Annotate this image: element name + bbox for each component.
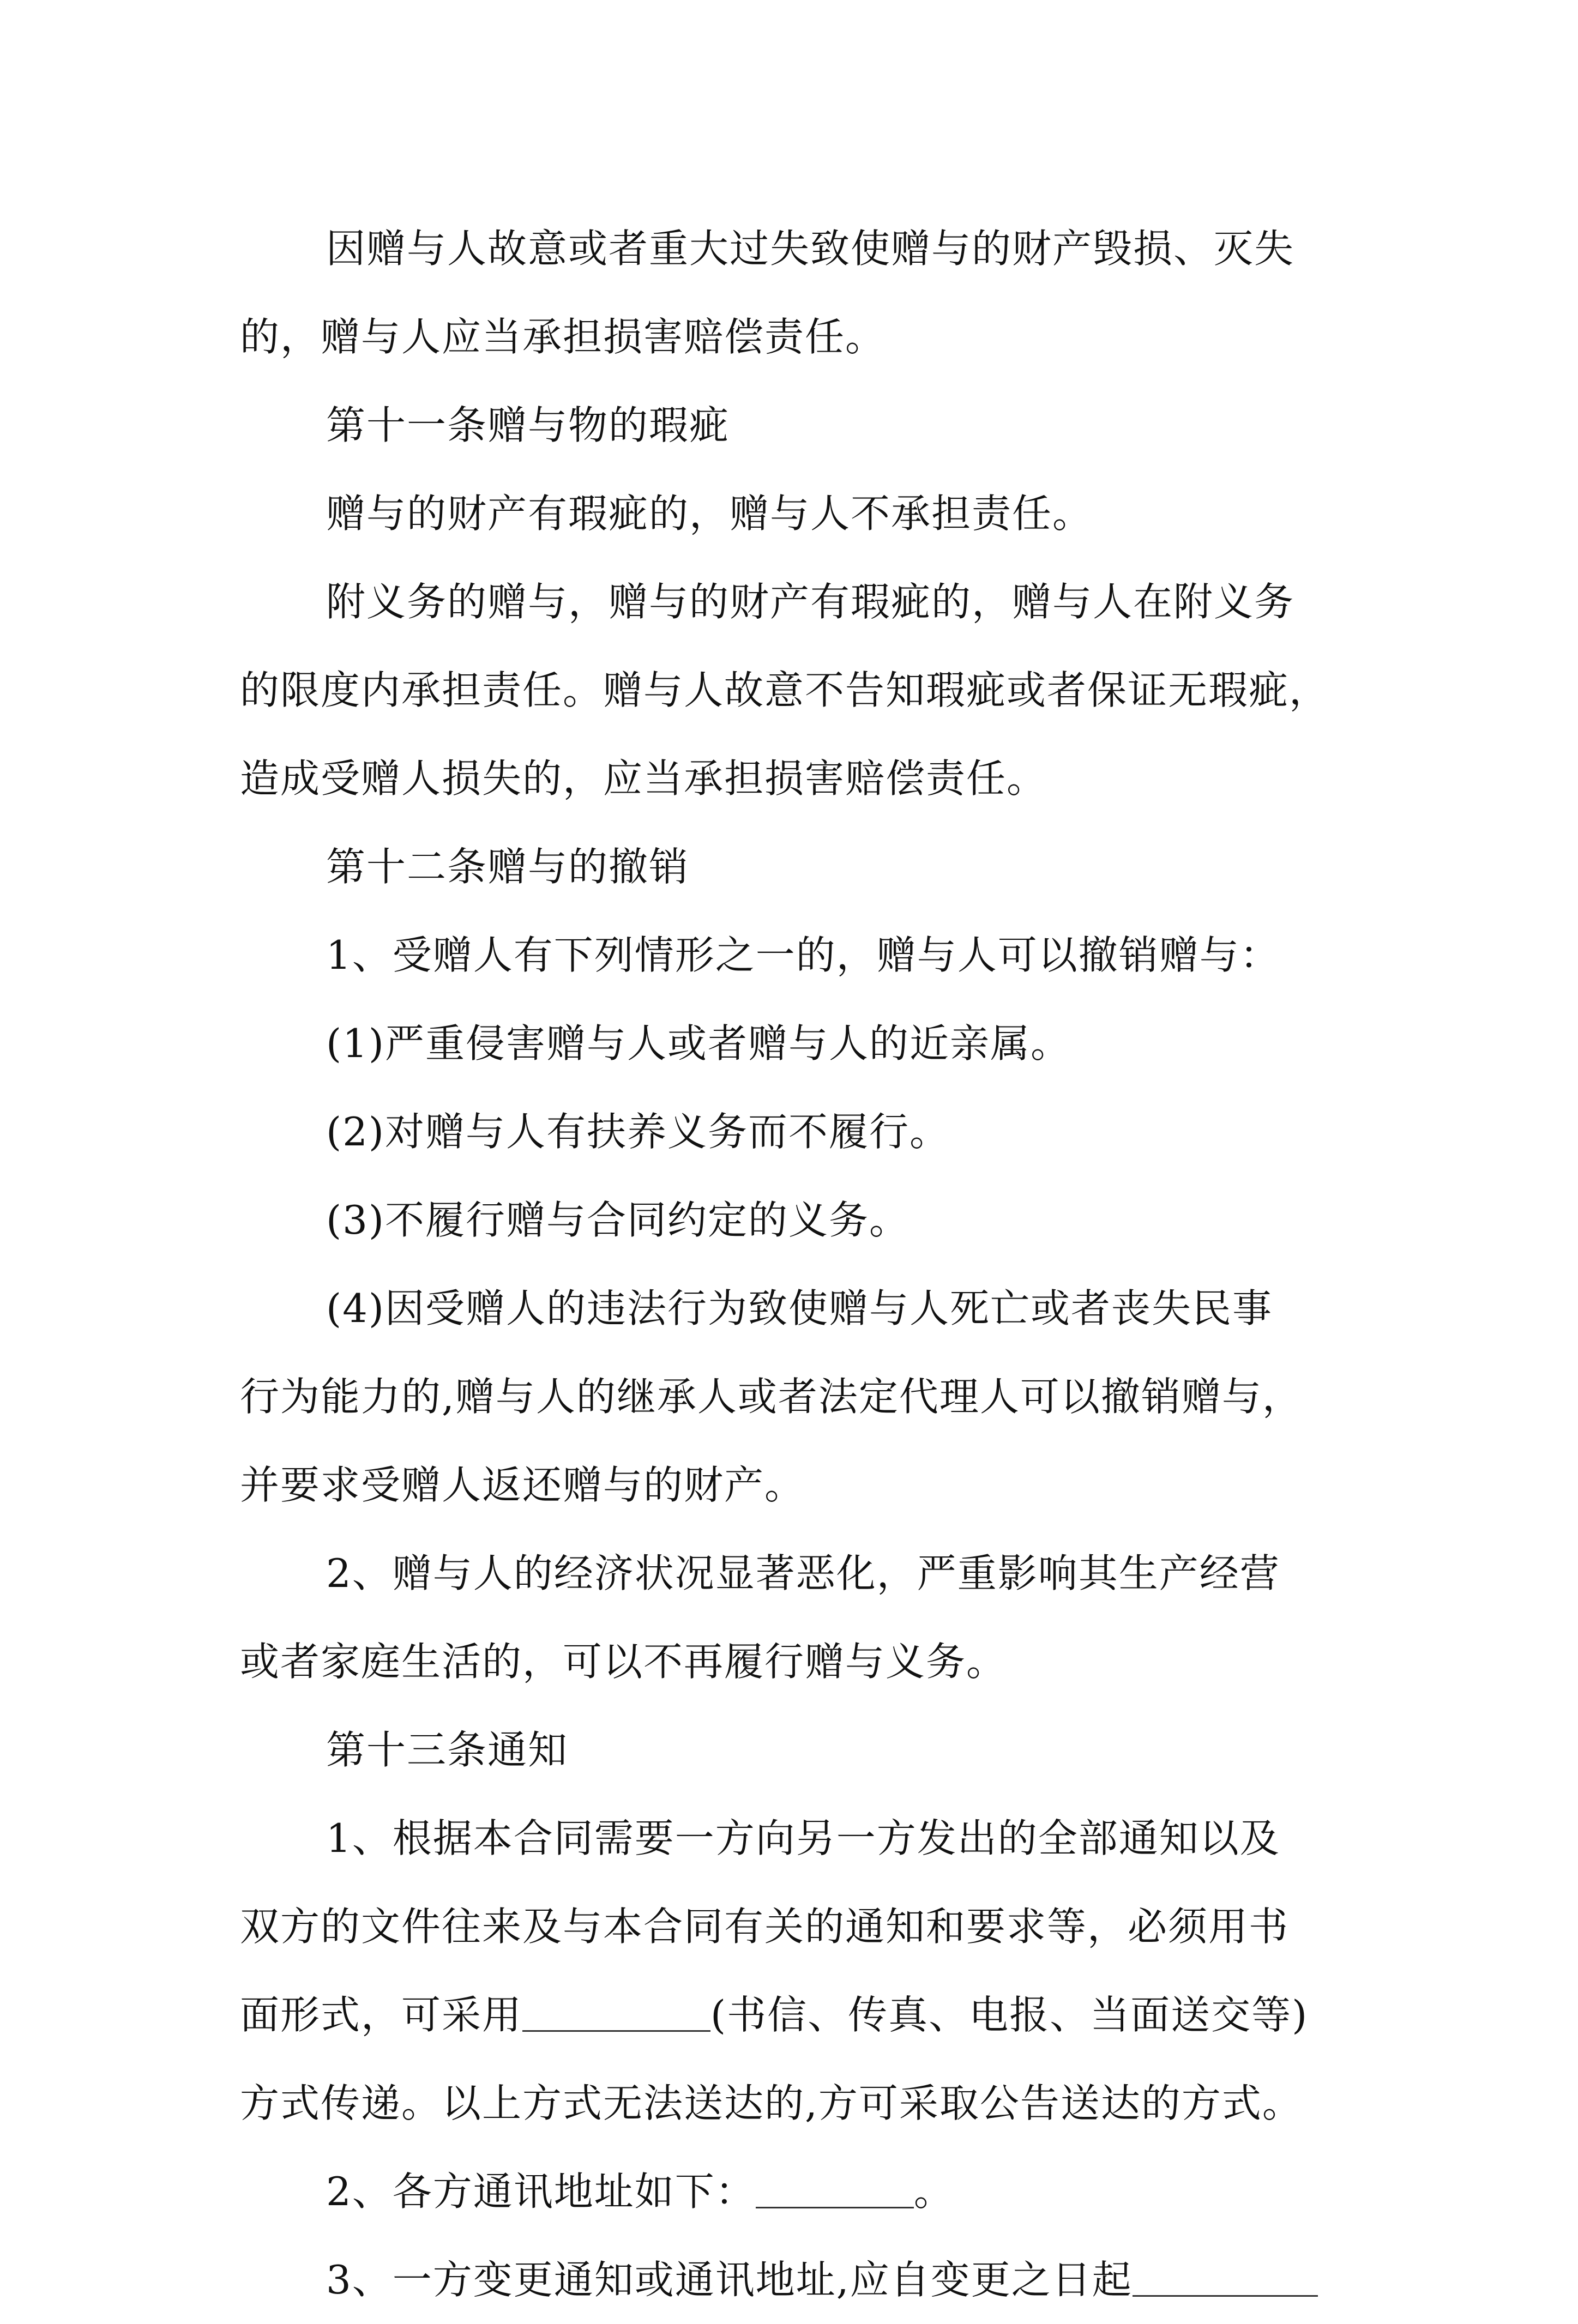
line-segment: 3、一方变更通知或通讯地址,应自变更之日起	[326, 2257, 1133, 2303]
paragraph-line: 双方的文件往来及与本合同有关的通知和要求等，必须用书	[240, 1904, 1290, 1949]
list-item: (4)因受赠人的违法行为致使赠与人死亡或者丧失民事	[326, 1285, 1273, 1331]
line-segment: 。	[913, 2169, 954, 2214]
paragraph-line: 的，赠与人应当承担损害赔偿责任。	[240, 314, 886, 360]
paragraph-line: 2、赠与人的经济状况显著恶化，严重影响其生产经营	[326, 1550, 1280, 1596]
paragraph-line: 方式传递。以上方式无法送达的,方可采取公告送达的方式。	[240, 2080, 1303, 2126]
article-heading-11: 第十一条赠与物的瑕疵	[326, 402, 730, 448]
line-segment: (书信、传真、电报、当面送交等)	[710, 1992, 1309, 2038]
list-item: (3)不履行赠与合同约定的义务。	[326, 1197, 910, 1243]
paragraph-line: 的限度内承担责任。赠与人故意不告知瑕疵或者保证无瑕疵，	[240, 667, 1330, 713]
paragraph-line	[240, 2147, 1336, 2236]
line-segment: 面形式，可采用	[240, 1992, 523, 2038]
fill-in-blank-address	[756, 2169, 914, 2208]
paragraph-line: 造成受赠人损失的，应当承担损害赔偿责任。	[240, 756, 1047, 801]
paragraph-line: 行为能力的,赠与人的继承人或者法定代理人可以撤销赠与，	[240, 1374, 1303, 1420]
paragraph-line: 赠与的财产有瑕疵的，赠与人不承担责任。	[326, 491, 1093, 536]
list-item: (2)对赠与人有扶养义务而不履行。	[326, 1109, 950, 1155]
list-item: (1)严重侵害赠与人或者赠与人的近亲属。	[326, 1021, 1071, 1066]
fill-in-blank-method	[522, 1992, 710, 2032]
paragraph-line	[240, 1971, 1336, 2059]
paragraph-line: 并要求受赠人返还赠与的财产。	[240, 1462, 805, 1508]
fill-in-blank-days	[1133, 2257, 1318, 2297]
paragraph-line: 因赠与人故意或者重大过失致使赠与的财产毁损、灭失	[326, 226, 1295, 271]
paragraph-line: 1、受赠人有下列情形之一的，赠与人可以撤销赠与：	[326, 932, 1280, 978]
article-heading-13: 第十三条通知	[326, 1727, 569, 1773]
line-segment: 2、各方通讯地址如下：	[326, 2169, 756, 2214]
article-heading-12: 第十二条赠与的撤销	[326, 844, 690, 890]
paragraph-line: 1、根据本合同需要一方向另一方发出的全部通知以及	[326, 1815, 1280, 1861]
document-body	[240, 204, 1336, 2324]
paragraph-line	[240, 2236, 1336, 2324]
paragraph-line: 或者家庭生活的，可以不再履行赠与义务。	[240, 1639, 1007, 1685]
paragraph-line: 附义务的赠与，赠与的财产有瑕疵的，赠与人在附义务	[326, 579, 1295, 625]
